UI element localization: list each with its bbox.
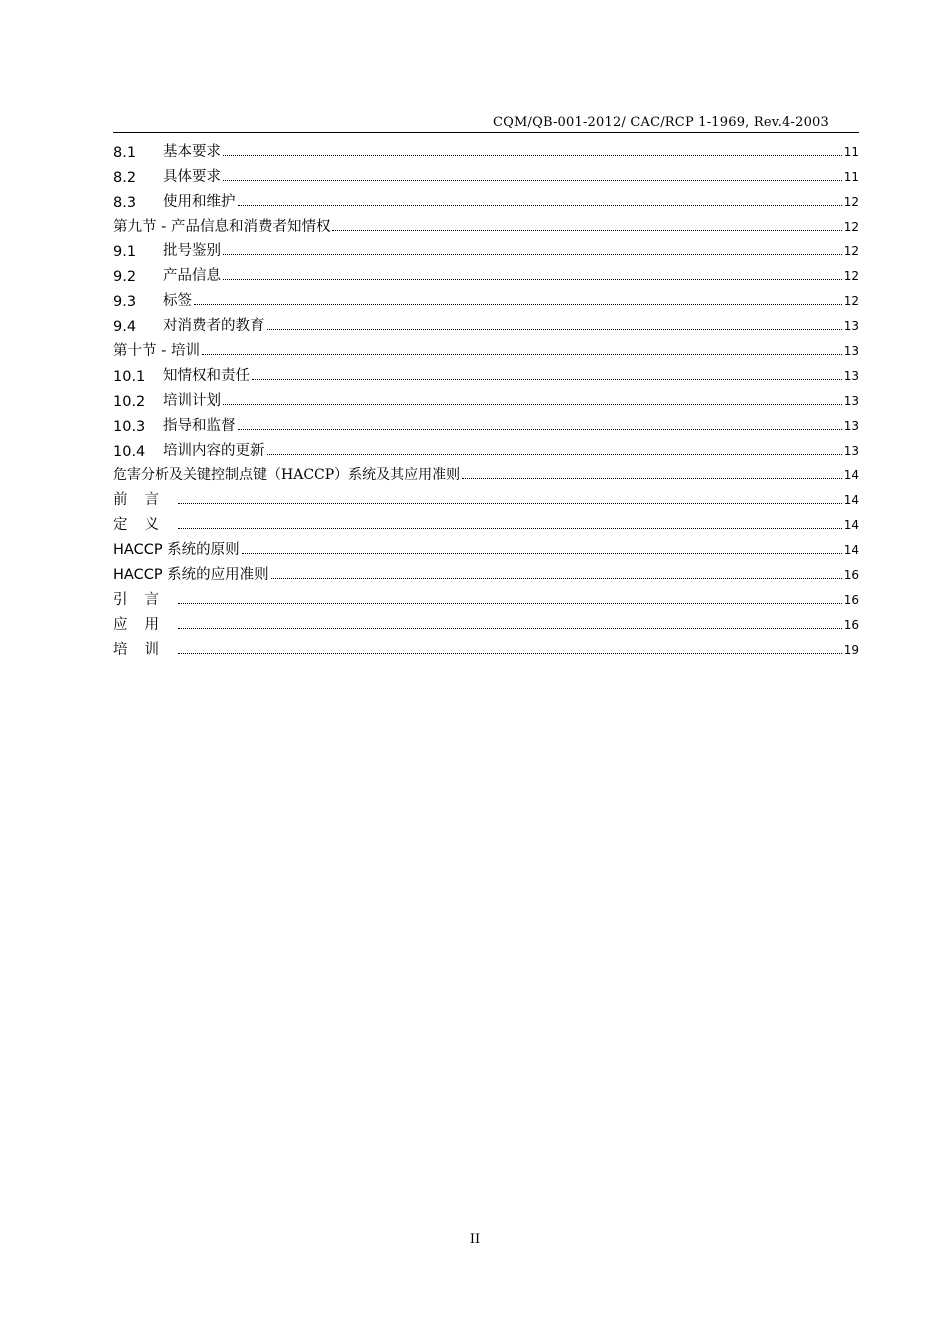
toc-entry-page: 14	[843, 493, 859, 508]
toc-entry-title: 标签	[163, 293, 192, 310]
page-header	[113, 114, 859, 133]
toc-entry-page: 12	[843, 269, 859, 284]
toc-dot-leader	[178, 503, 842, 504]
toc-section-entry[interactable]	[113, 335, 859, 360]
toc-entry-title: 具体要求	[163, 168, 221, 185]
toc-entry-title: 知情权和责任	[163, 367, 250, 384]
toc-entry-title: 前言	[113, 492, 176, 509]
toc-section-entry[interactable]	[113, 634, 859, 659]
toc-entry-number: 9.2	[113, 269, 137, 286]
page-number: II	[469, 1232, 481, 1247]
toc-section-entry[interactable]	[113, 609, 859, 634]
toc-entry-number: 8.2	[113, 169, 137, 186]
toc-entry[interactable]	[113, 236, 859, 261]
toc-entry-title: 第十节 - 培训	[113, 343, 200, 360]
toc-entry[interactable]	[113, 360, 859, 385]
toc-entry-page: 16	[843, 568, 859, 583]
toc-entry-title: HACCP 系统的原则	[113, 542, 240, 559]
toc-entry[interactable]	[113, 310, 859, 335]
toc-entry-title: 对消费者的教育	[163, 318, 265, 335]
toc-entry-page: 13	[843, 368, 859, 383]
toc-section-entry[interactable]	[113, 460, 859, 485]
toc-section-entry[interactable]	[113, 211, 859, 236]
toc-dot-leader	[252, 379, 842, 380]
toc-section-entry[interactable]	[113, 584, 859, 609]
toc-dot-leader	[238, 429, 842, 430]
toc-entry-page: 12	[843, 244, 859, 259]
toc-entry-page: 13	[843, 443, 859, 458]
toc-entry-title: 应用	[113, 616, 176, 633]
toc-entry-page: 13	[843, 418, 859, 433]
toc-entry-title: 危害分析及关键控制点键（HACCP）系统及其应用准则	[113, 467, 461, 484]
toc-entry[interactable]	[113, 435, 859, 460]
toc-entry-number: 10.3	[113, 418, 146, 435]
toc-entry-page: 11	[843, 144, 859, 159]
toc-entry-page: 12	[843, 219, 859, 234]
toc-dot-leader	[238, 205, 842, 206]
toc-entry[interactable]	[113, 161, 859, 186]
toc-dot-leader	[462, 478, 842, 479]
toc-entry-title: 培训	[113, 641, 176, 658]
toc-section-entry[interactable]	[113, 484, 859, 509]
toc-entry-page: 11	[843, 169, 859, 184]
toc-entry-page: 16	[843, 617, 859, 632]
toc-dot-leader	[178, 653, 842, 654]
toc-dot-leader	[271, 578, 842, 579]
toc-entry-title: 使用和维护	[163, 193, 236, 210]
toc-entry-title: 引言	[113, 591, 176, 608]
toc-section-entry[interactable]	[113, 534, 859, 559]
toc-entry-title: 第九节 - 产品信息和消费者知情权	[113, 218, 331, 235]
toc-dot-leader	[267, 454, 842, 455]
toc-entry[interactable]	[113, 136, 859, 161]
toc-dot-leader	[223, 155, 842, 156]
toc-dot-leader	[332, 230, 841, 231]
toc-section-entry[interactable]	[113, 509, 859, 534]
toc-entry-page: 14	[843, 468, 859, 483]
toc-entry[interactable]	[113, 285, 859, 310]
toc-entry[interactable]	[113, 186, 859, 211]
toc-entry[interactable]	[113, 385, 859, 410]
toc-entry-title: 批号鉴别	[163, 243, 221, 260]
toc-dot-leader	[242, 553, 842, 554]
document-code: CQM/QB-001-2012/ CAC/RCP 1-1969, Rev.4-2003	[493, 115, 829, 130]
toc-entry-page: 14	[843, 543, 859, 558]
toc-dot-leader	[267, 329, 842, 330]
toc-dot-leader	[178, 628, 842, 629]
toc-dot-leader	[223, 279, 842, 280]
toc-dot-leader	[194, 304, 842, 305]
toc-entry-number: 9.3	[113, 294, 137, 311]
toc-entry-page: 13	[843, 393, 859, 408]
toc-entry-number: 10.4	[113, 443, 146, 460]
toc-entry[interactable]	[113, 410, 859, 435]
toc-dot-leader	[223, 254, 842, 255]
toc-dot-leader	[178, 603, 842, 604]
toc-entry-title: 定义	[113, 517, 176, 534]
toc-dot-leader	[202, 354, 842, 355]
toc-section-entry[interactable]	[113, 559, 859, 584]
toc-entry-page: 13	[843, 319, 859, 334]
toc-entry-title: 产品信息	[163, 268, 221, 285]
toc-dot-leader	[178, 528, 842, 529]
toc-entry-title: HACCP 系统的应用准则	[113, 567, 269, 584]
toc-entry-number: 10.2	[113, 393, 146, 410]
toc-entry[interactable]	[113, 260, 859, 285]
toc-entry-number: 8.1	[113, 144, 137, 161]
toc-entry-number: 10.1	[113, 368, 146, 385]
table-of-contents	[113, 136, 859, 659]
toc-entry-page: 12	[843, 294, 859, 309]
toc-dot-leader	[223, 404, 842, 405]
toc-entry-title: 培训计划	[163, 392, 221, 409]
toc-entry-title: 基本要求	[163, 143, 221, 160]
toc-dot-leader	[223, 180, 842, 181]
toc-entry-title: 指导和监督	[163, 417, 236, 434]
toc-entry-number: 9.1	[113, 244, 137, 261]
toc-entry-number: 8.3	[113, 194, 137, 211]
toc-entry-number: 9.4	[113, 319, 137, 336]
toc-entry-page: 14	[843, 518, 859, 533]
toc-entry-page: 12	[843, 194, 859, 209]
toc-entry-page: 13	[843, 344, 859, 359]
toc-entry-page: 19	[843, 642, 859, 657]
toc-entry-title: 培训内容的更新	[163, 442, 265, 459]
toc-entry-page: 16	[843, 592, 859, 607]
